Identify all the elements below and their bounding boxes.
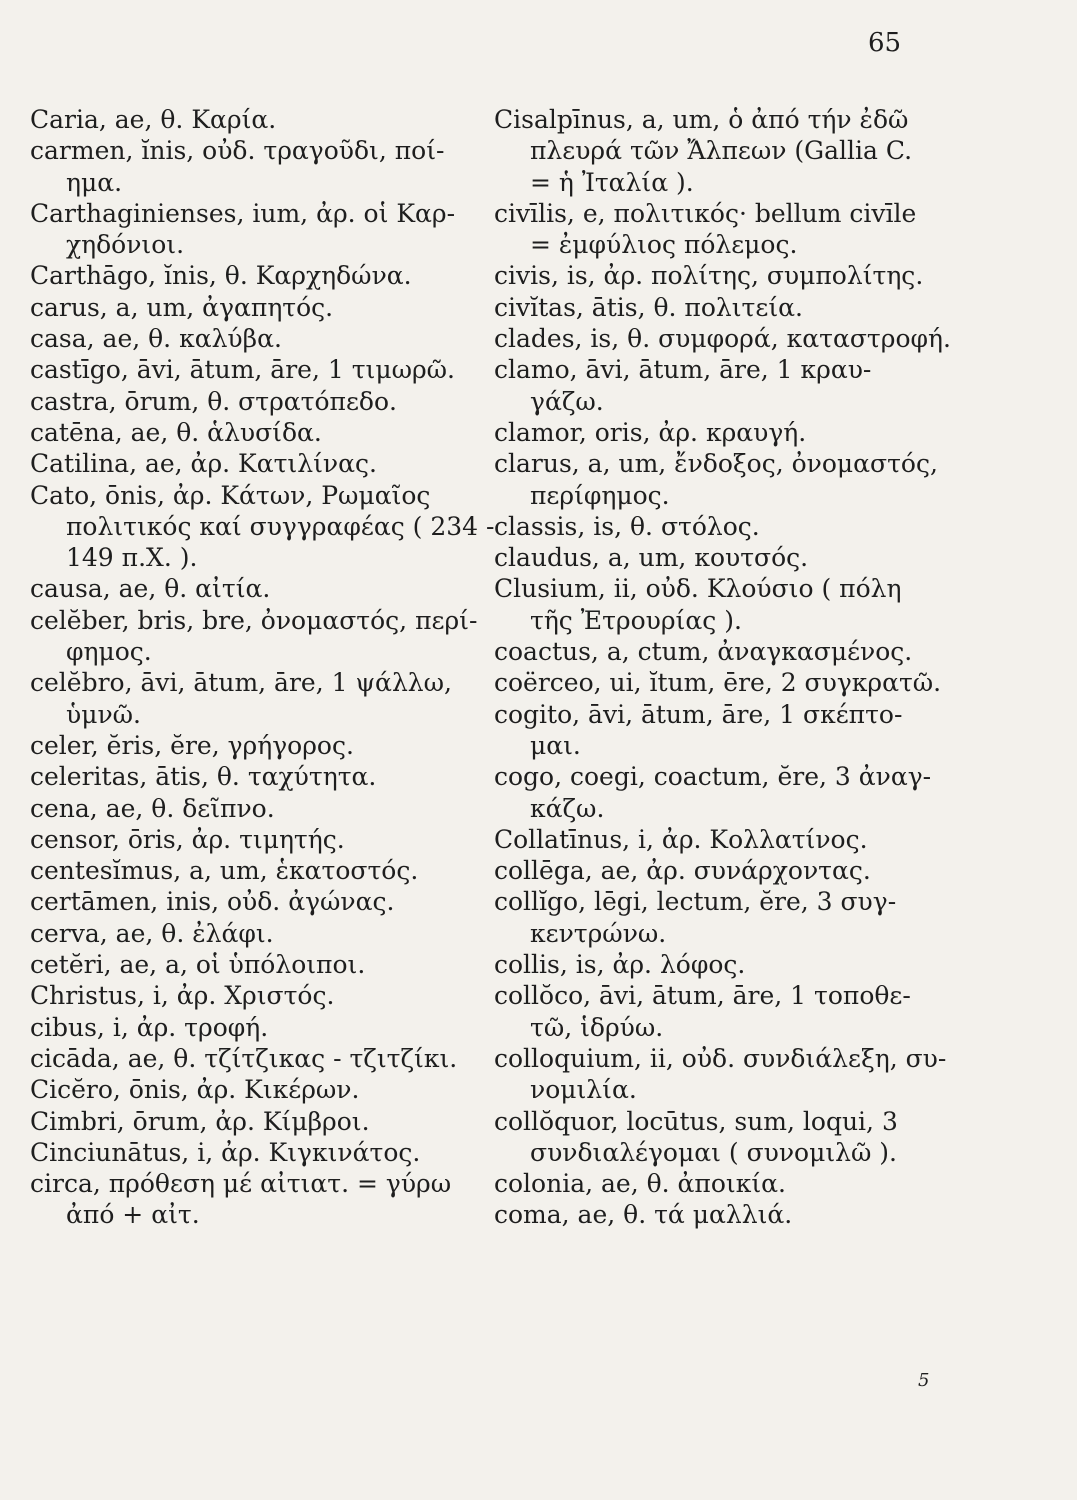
- entry-headline: clarus, a, um, ἔνδοξος, ὀνομαστός,: [494, 449, 938, 479]
- dictionary-entry: [30, 1137, 500, 1168]
- dictionary-entry: [494, 855, 954, 886]
- dictionary-entry: [494, 824, 954, 855]
- entry-continuation: χηδόνιοι.: [66, 230, 185, 260]
- entry-headline: Carthaginienses, ium, ἀρ. οἱ Καρ-: [30, 198, 456, 228]
- entry-headline: collŏquor, locūtus, sum, loqui, 3: [494, 1106, 898, 1136]
- entry-headline: coactus, a, ctum, ἀναγκασμένος.: [494, 637, 913, 667]
- entry-headline: collis, is, ἀρ. λόφος.: [494, 950, 746, 980]
- entry-headline: collŏco, āvi, ātum, āre, 1 τοποθε-: [494, 981, 911, 1011]
- entry-headline: coma, ae, θ. τά μαλλιά.: [494, 1200, 793, 1230]
- entry-headline: carus, a, um, ἀγαπητός.: [30, 292, 334, 322]
- dictionary-entry: [30, 386, 500, 417]
- entry-headline: Cato, ōnis, ἀρ. Κάτων, Ρωμαῖος: [30, 480, 431, 510]
- entry-headline: carmen, ĭnis, οὐδ. τραγοῦδι, ποί-: [30, 136, 445, 166]
- entry-headline: clamo, āvi, ātum, āre, 1 κραυ-: [494, 355, 872, 385]
- entry-continuation: τῆς Ἐτρουρίας ).: [530, 605, 742, 635]
- entry-continuation: γάζω.: [530, 386, 604, 416]
- dictionary-entry: [30, 886, 500, 917]
- entry-headline: collĭgo, lēgi, lectum, ĕre, 3 συγ-: [494, 887, 897, 917]
- dictionary-entry: [30, 761, 500, 792]
- entry-headline: castīgo, āvi, ātum, āre, 1 τιμωρῶ.: [30, 355, 455, 385]
- dictionary-entry: [494, 104, 954, 198]
- page-number: 65: [868, 28, 902, 58]
- dictionary-entry: [30, 730, 500, 761]
- dictionary-entry: [494, 1168, 954, 1199]
- dictionary-entry: [30, 323, 500, 354]
- entry-headline: celeritas, ātis, θ. ταχύτητα.: [30, 762, 377, 792]
- entry-continuation: συνδιαλέγομαι ( συνομιλῶ ).: [530, 1137, 898, 1167]
- entry-continuation: πολιτικός καί συγγραφέας ( 234 -: [66, 511, 495, 541]
- entry-headline: castra, ōrum, θ. στρατόπεδο.: [30, 386, 397, 416]
- entry-headline: clamor, oris, ἀρ. κραυγή.: [494, 417, 807, 447]
- entry-headline: civīlis, e, πολιτικός· bellum civīle: [494, 198, 917, 228]
- entry-continuation: τῶ, ἱδρύω.: [530, 1012, 664, 1042]
- entry-continuation: = ἐμφύλιος πόλεμος.: [530, 230, 798, 260]
- entry-headline: classis, is, θ. στόλος.: [494, 511, 760, 541]
- dictionary-entry: [494, 260, 954, 291]
- entry-continuation: φημος.: [66, 637, 152, 667]
- dictionary-entry: [494, 1199, 954, 1230]
- dictionary-entry: [494, 1043, 954, 1106]
- dictionary-entry: [30, 1106, 500, 1137]
- entry-headline: celer, ĕris, ĕre, γρήγορος.: [30, 730, 354, 760]
- entry-continuation: νομιλία.: [530, 1075, 637, 1105]
- dictionary-entry: [494, 573, 954, 636]
- dictionary-entry: [30, 573, 500, 604]
- entry-headline: Cinciunātus, i, ἀρ. Κιγκινάτος.: [30, 1137, 421, 1167]
- entry-headline: collēga, ae, ἀρ. συνάρχοντας.: [494, 856, 871, 886]
- entry-headline: celĕbro, āvi, ātum, āre, 1 ψάλλω,: [30, 668, 452, 698]
- dictionary-entry: [30, 1043, 500, 1074]
- entry-headline: cogito, āvi, ātum, āre, 1 σκέπτο-: [494, 699, 903, 729]
- dictionary-entry: [30, 918, 500, 949]
- entry-continuation: = ἡ Ἰταλία ).: [530, 167, 694, 197]
- entry-headline: Carthāgo, ĭnis, θ. Καρχηδώνα.: [30, 261, 412, 291]
- entry-headline: circa, πρόθεση μέ αἰτιατ. = γύρω: [30, 1169, 452, 1199]
- dictionary-entry: [30, 417, 500, 448]
- entry-continuation: περίφημος.: [530, 480, 670, 510]
- dictionary-entry: [30, 855, 500, 886]
- entry-headline: celĕber, bris, bre, ὀνομαστός, περί-: [30, 605, 478, 635]
- entry-continuation: πλευρά τῶν Ἄλπεων (Gallia C.: [530, 136, 913, 166]
- entry-continuation: κάζω.: [530, 793, 605, 823]
- entry-headline: colloquium, ii, οὐδ. συνδιάλεξη, συ-: [494, 1043, 947, 1073]
- entry-headline: Catilina, ae, ἀρ. Κατιλίνας.: [30, 449, 377, 479]
- entry-headline: Collatīnus, i, ἀρ. Κολλατίνος.: [494, 824, 868, 854]
- entry-continuation: ημα.: [66, 167, 123, 197]
- dictionary-entry: [30, 949, 500, 980]
- entry-continuation: ὑμνῶ.: [66, 699, 141, 729]
- dictionary-entry: [30, 793, 500, 824]
- dictionary-entry: [30, 605, 500, 668]
- dictionary-entry: [30, 980, 500, 1011]
- dictionary-entry: [30, 1074, 500, 1105]
- dictionary-entry: [494, 448, 954, 511]
- entry-headline: cogo, coegi, coactum, ĕre, 3 ἀναγ-: [494, 762, 932, 792]
- dictionary-entry: [30, 1012, 500, 1043]
- entry-headline: Christus, i, ἀρ. Χριστός.: [30, 981, 335, 1011]
- dictionary-entry: [494, 511, 954, 542]
- dictionary-entry: [494, 667, 954, 698]
- entry-headline: centesĭmus, a, um, ἑκατοστός.: [30, 856, 419, 886]
- dictionary-entry: [30, 104, 500, 135]
- entry-headline: Caria, ae, θ. Καρία.: [30, 105, 277, 134]
- dictionary-entry: [494, 949, 954, 980]
- entry-headline: cena, ae, θ. δεῖπνο.: [30, 793, 275, 823]
- dictionary-entry: [30, 824, 500, 855]
- entry-headline: cicāda, ae, θ. τζίτζικας - τζιτζίκι.: [30, 1043, 458, 1073]
- dictionary-entry: [494, 699, 954, 762]
- dictionary-entry: [494, 417, 954, 448]
- entry-headline: causa, ae, θ. αἰτία.: [30, 574, 271, 604]
- dictionary-entry: [494, 636, 954, 667]
- entry-headline: cerva, ae, θ. ἐλάφι.: [30, 918, 274, 948]
- dictionary-entry: [494, 761, 954, 824]
- entry-continuation: μαι.: [530, 730, 581, 760]
- entry-headline: clades, is, θ. συμφορά, καταστροφή.: [494, 324, 951, 354]
- entry-headline: civĭtas, ātis, θ. πολιτεία.: [494, 292, 803, 322]
- dictionary-entry: [494, 980, 954, 1043]
- entry-headline: casa, ae, θ. καλύβα.: [30, 324, 282, 354]
- right-column: [494, 104, 954, 1231]
- entry-headline: certāmen, inis, οὐδ. ἀγώνας.: [30, 887, 395, 917]
- entry-continuation: κεντρώνω.: [530, 918, 667, 948]
- dictionary-entry: [494, 292, 954, 323]
- entry-headline: coërceo, ui, ĭtum, ēre, 2 συγκρατῶ.: [494, 668, 942, 698]
- entry-continuation: 149 π.Χ. ).: [66, 543, 198, 573]
- dictionary-entry: [30, 354, 500, 385]
- entry-headline: Cisalpīnus, a, um, ὁ ἀπό τήν ἐδῶ: [494, 105, 909, 134]
- entry-headline: censor, ōris, ἀρ. τιμητής.: [30, 824, 345, 854]
- entry-continuation: ἀπό + αἰτ.: [66, 1200, 200, 1230]
- entry-headline: claudus, a, um, κουτσός.: [494, 543, 809, 573]
- entry-headline: Cicĕro, ōnis, ἀρ. Κικέρων.: [30, 1075, 360, 1105]
- entry-headline: cibus, i, ἀρ. τροφή.: [30, 1012, 269, 1042]
- dictionary-entry: [494, 198, 954, 261]
- dictionary-entry: [30, 135, 500, 198]
- signature-mark: 5: [918, 1370, 930, 1391]
- entry-headline: cetĕri, ae, a, οἱ ὑπόλοιποι.: [30, 950, 366, 980]
- dictionary-entry: [30, 1168, 500, 1231]
- dictionary-entry: [30, 292, 500, 323]
- dictionary-entry: [494, 542, 954, 573]
- dictionary-entry: [494, 323, 954, 354]
- dictionary-entry: [494, 354, 954, 417]
- entry-headline: catēna, ae, θ. ἁλυσίδα.: [30, 417, 322, 447]
- entry-headline: Clusium, ii, οὐδ. Κλούσιο ( πόλη: [494, 574, 902, 604]
- dictionary-entry: [30, 480, 500, 574]
- dictionary-entry: [494, 1106, 954, 1169]
- entry-headline: civis, is, ἀρ. πολίτης, συμπολίτης.: [494, 261, 924, 291]
- left-column: [30, 104, 500, 1231]
- dictionary-entry: [30, 260, 500, 291]
- entry-headline: Cimbri, ōrum, ἀρ. Κίμβροι.: [30, 1106, 370, 1136]
- dictionary-entry: [494, 886, 954, 949]
- dictionary-entry: [30, 198, 500, 261]
- dictionary-entry: [30, 448, 500, 479]
- dictionary-entry: [30, 667, 500, 730]
- entry-headline: colonia, ae, θ. ἀποικία.: [494, 1169, 786, 1199]
